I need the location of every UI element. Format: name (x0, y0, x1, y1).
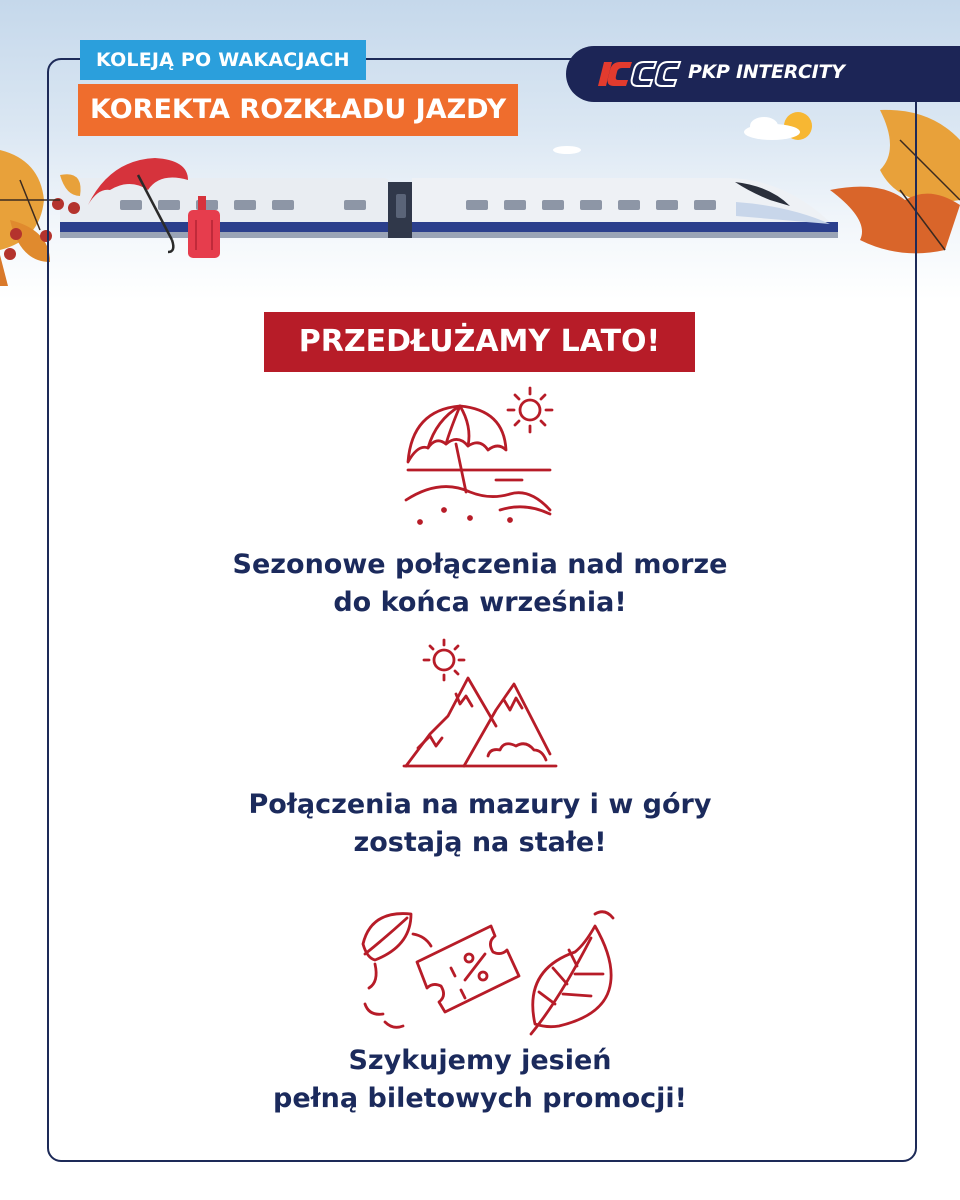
title-banner (78, 84, 518, 136)
caption-line: zostają na stałe! (353, 827, 607, 858)
headline-banner (264, 312, 695, 372)
item-caption-autumn (130, 1042, 830, 1118)
ic-logo-icon (598, 58, 682, 90)
ticket-percent-leaves-icon (355, 904, 625, 1040)
caption-line: do końca września! (333, 587, 627, 618)
brand-bar (566, 46, 960, 102)
caption-line: pełną biletowych promocji! (273, 1083, 687, 1114)
title-text: KOREKTA ROZKŁADU JAZDY (90, 94, 507, 125)
brand-name: PKP INTERCITY (688, 61, 845, 83)
campaign-tag: KOLEJĄ PO WAKACJACH (80, 40, 366, 80)
headline-text: PRZEDŁUŻAMY LATO! (298, 324, 661, 359)
item-caption-sea (130, 546, 830, 622)
mountains-icon (400, 636, 560, 772)
caption-line: Szykujemy jesień (348, 1045, 612, 1076)
item-caption-mountains (130, 786, 830, 862)
beach-umbrella-icon (400, 380, 560, 530)
caption-line: Sezonowe połączenia nad morze (232, 549, 728, 580)
caption-line: Połączenia na mazury i w góry (248, 789, 712, 820)
